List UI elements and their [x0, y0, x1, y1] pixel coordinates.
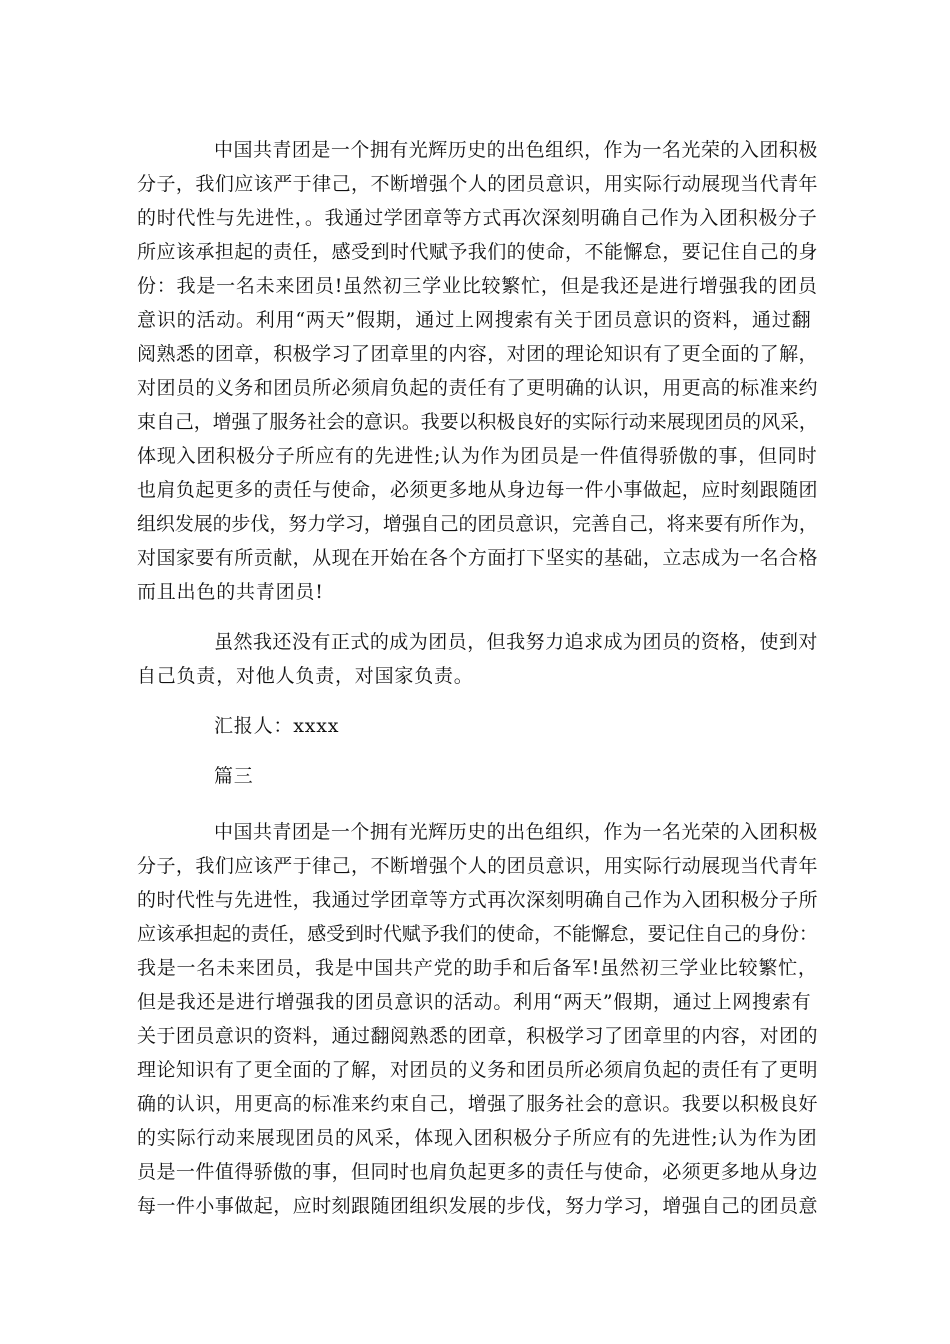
- text-line: 的时代性与先进性，。我通过学团章等方式再次深刻明确自己作为入团积极分子: [137, 207, 818, 229]
- text-line: 理论知识有了更全面的了解，对团员的义务和团员所必须肩负起的责任有了更明: [137, 1059, 819, 1081]
- text-line: 自己负责，对他人负责，对国家负责。: [137, 665, 474, 687]
- text-line: 我是一名未来团员，我是中国共产党的助手和后备军!虽然初三学业比较繁忙，: [137, 957, 818, 979]
- text-line: 所应该承担起的责任，感受到时代赋予我们的使命，不能懈怠，要记住自己的身: [137, 241, 819, 263]
- section-title: 篇三: [214, 765, 254, 787]
- text-line: 也肩负起更多的责任与使命，必须更多地从身边每一件小事做起，应时刻跟随团: [137, 479, 819, 501]
- text-line: 分子，我们应该严于律己，不断增强个人的团员意识，用实际行动展现当代青年: [137, 855, 819, 877]
- text-line: 对团员的义务和团员所必须肩负起的责任有了更明确的认识，用更高的标准来约: [137, 377, 819, 399]
- text-line: 意识的活动。利用“两天”假期，通过上网搜索有关于团员意识的资料，通过翻: [137, 309, 812, 331]
- text-line: 中国共青团是一个拥有光辉历史的出色组织，作为一名光荣的入团积极: [214, 821, 818, 843]
- text-line: 虽然我还没有正式的成为团员，但我努力追求成为团员的资格，使到对: [214, 631, 818, 653]
- text-line: 确的认识，用更高的标准来约束自己，增强了服务社会的意识。我要以积极良好: [137, 1093, 819, 1115]
- text-line: 但是我还是进行增强我的团员意识的活动。利用“两天”假期，通过上网搜索有: [137, 991, 812, 1013]
- text-line: 的时代性与先进性，我通过学团章等方式再次深刻明确自己作为入团积极分子所: [137, 889, 819, 911]
- text-line: 分子，我们应该严于律己，不断增强个人的团员意识，用实际行动展现当代青年: [137, 173, 819, 195]
- text-line: 中国共青团是一个拥有光辉历史的出色组织，作为一名光荣的入团积极: [214, 139, 818, 161]
- text-line: 的实际行动来展现团员的风采，体现入团积极分子所应有的先进性;认为作为团: [137, 1127, 818, 1149]
- text-line: 而且出色的共青团员!: [137, 581, 324, 603]
- text-line: 份：我是一名未来团员!虽然初三学业比较繁忙，但是我还是进行增强我的团员: [137, 275, 818, 297]
- text-line: 组织发展的步伐，努力学习，增强自己的团员意识，完善自己，将来要有所作为，: [137, 513, 818, 535]
- text-line: 阅熟悉的团章，积极学习了团章里的内容，对团的理论知识有了更全面的了解，: [137, 343, 819, 365]
- text-line: 束自己，增强了服务社会的意识。我要以积极良好的实际行动来展现团员的风采，: [137, 411, 818, 433]
- text-line: 员是一件值得骄傲的事，但同时也肩负起更多的责任与使命，必须更多地从身边: [137, 1161, 819, 1183]
- text-line: 体现入团积极分子所应有的先进性;认为作为团员是一件值得骄傲的事，但同时: [137, 445, 818, 467]
- text-line: 对国家要有所贡献，从现在开始在各个方面打下坚实的基础，立志成为一名合格: [137, 547, 819, 569]
- text-line: 应该承担起的责任，感受到时代赋予我们的使命，不能懈怠，要记住自己的身份：: [137, 923, 818, 945]
- reporter-line: 汇报人：xxxx: [214, 715, 340, 737]
- text-line: 关于团员意识的资料，通过翻阅熟悉的团章，积极学习了团章里的内容，对团的: [137, 1025, 819, 1047]
- text-line: 每一件小事做起，应时刻跟随团组织发展的步伐，努力学习，增强自己的团员意: [137, 1195, 819, 1217]
